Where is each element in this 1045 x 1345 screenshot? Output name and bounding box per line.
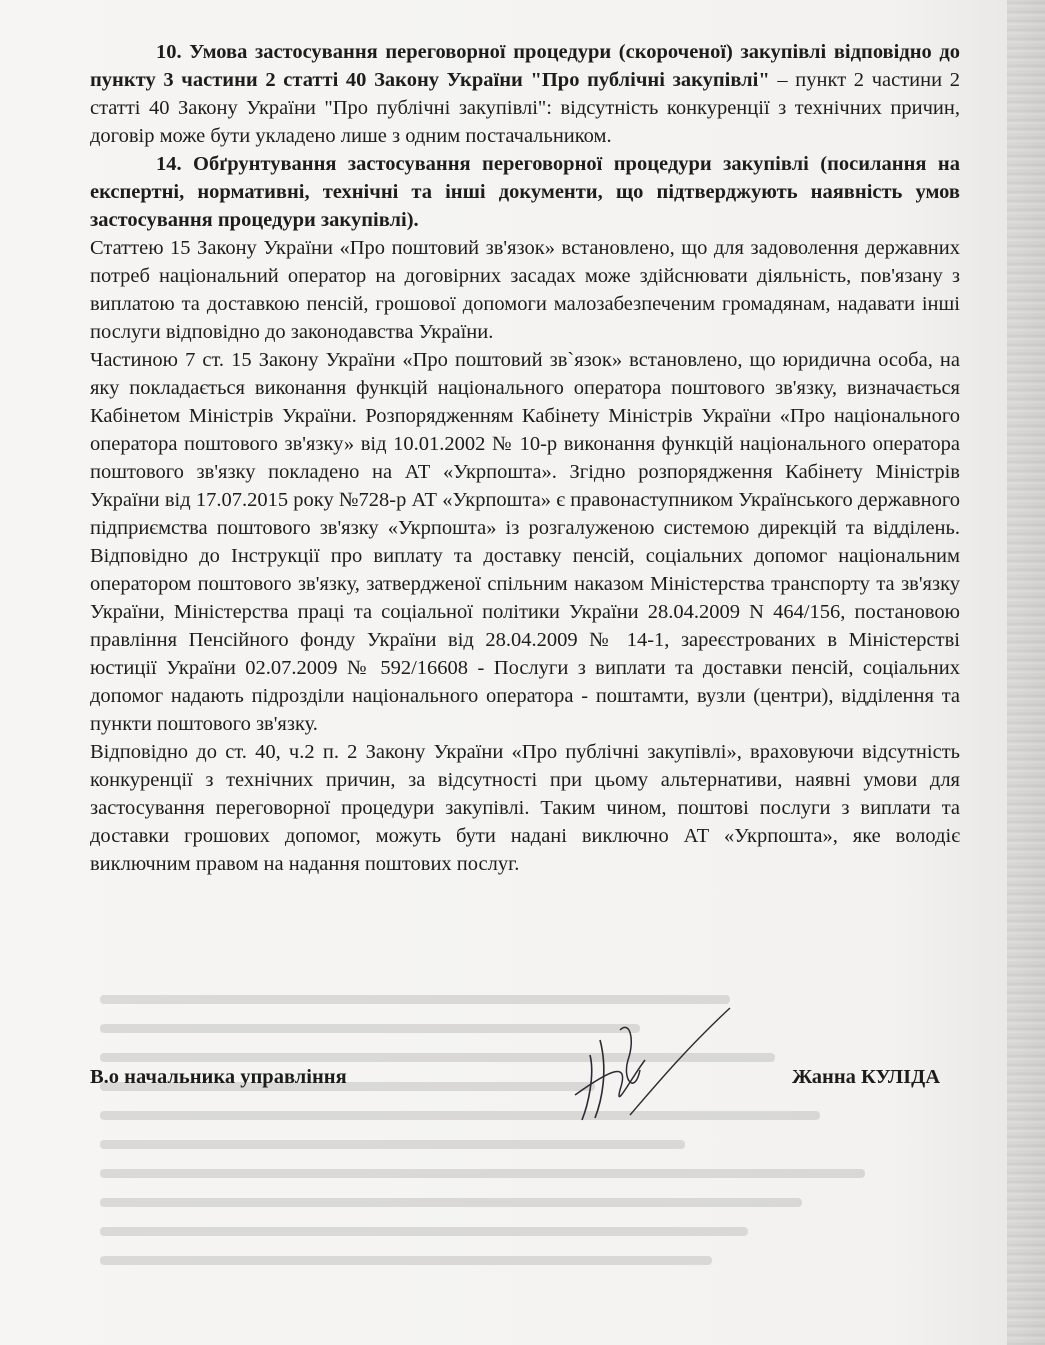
section-10 bbox=[90, 38, 960, 150]
bleed-through-text bbox=[100, 975, 1000, 1315]
section-14-paragraph: Статтею 15 Закону України «Про поштовий зв'язок» встановлено, що для задоволення державних потреб національний оператор на договірних засадах може здійснювати діяльність, пов'язану з виплатою та доставкою пенсій, грошової допомоги малозабезпеченим громадянам, надавати інші послуги відповідно до законодавства України. bbox=[90, 237, 960, 343]
section-14-paragraph: Частиною 7 ст. 15 Закону України «Про поштовий зв`язок» встановлено, що юридична особа, на яку покладається виконання функцій національного оператора поштового зв'язку, визначається Кабінетом Міністрів України. Розпорядженням Кабінету Міністрів України «Про національного оператора поштового зв'язку» від 10.01.2002 № 10-р виконання функцій національного оператора поштового зв'язку покладено на АТ «Укрпошта». Згідно розпорядження Кабінету Міністрів України від 17.07.2015 року №728-р АТ «Укрпошта» є правонаступником Українського державного підприємства поштового зв'язку «Укрпошта» із розгалуженою системою дирекцій та відділень. Відповідно до Інструкції про виплату та доставку пенсій, соціальних допомог національним оператором поштового зв'язку, затвердженої спільним наказом Міністерства транспорту та зв'язку України, Міністерства праці та соціальної політики України 28.04.2009 N 464/156, постановою правління Пенсійного фонду України від 28.04.2009 № 14-1, зареєстрованих в Міністерстві юстиції України 02.07.2009 № 592/16608 - Послуги з виплати та доставки пенсій, соціальних допомог надають підрозділи національного оператора - поштамти, вузли (центри), відділення та пункти поштового зв'язку. bbox=[90, 349, 960, 735]
scan-edge-shadow bbox=[1007, 0, 1045, 1345]
handwritten-signature bbox=[560, 1000, 740, 1130]
signatory-position: В.о начальника управління bbox=[90, 1066, 347, 1088]
section-14-heading: 14. Обґрунтування застосування переговорної процедури закупівлі (посилання на експертні, нормативні, технічні та інші документи, що підтверджують наявність умов застосування процедури закупівлі). bbox=[90, 153, 960, 231]
signature-row bbox=[90, 1066, 940, 1102]
section-14-paragraph: Відповідно до ст. 40, ч.2 п. 2 Закону України «Про публічні закупівлі», враховуючи відсутність конкуренції з технічних причин, за відсутності при цьому альтернативи, наявні умови для застосування переговорної процедури закупівлі. Таким чином, поштові послуги з виплати та доставки грошових допомог, можуть бути надані виключно АТ «Укрпошта», яке володіє виключним правом на надання поштових послуг. bbox=[90, 741, 960, 875]
section-10-heading: 10. Умова застосування переговорної процедури (скороченої) закупівлі відповідно до пункту 3 частини 2 статті 40 Закону України "Про публічні закупівлі" bbox=[90, 41, 960, 91]
section-10-text: – пункт 2 частини 2 статті 40 Закону України "Про публічні закупівлі": відсутність конкуренції з технічних причин, договір може бути укладено лише з одним постачальником. bbox=[90, 69, 961, 147]
document-body bbox=[90, 38, 960, 878]
signatory-name: Жанна КУЛІДА bbox=[792, 1066, 940, 1088]
